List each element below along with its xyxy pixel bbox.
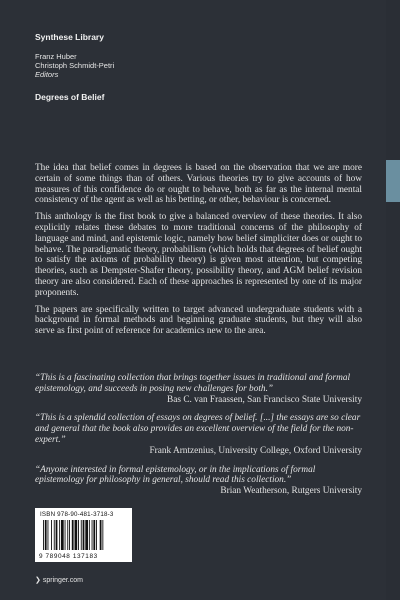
spine-strip (386, 0, 400, 600)
series-title: Synthese Library (35, 32, 104, 42)
editors-block (35, 52, 114, 79)
barcode-bar (54, 520, 55, 550)
barcode-bars (43, 520, 125, 550)
endorsement-text: “This is a fascinating collection that brings together issues in traditional and formal epistemology, and succeeds in posing new challenges for both.” (35, 373, 351, 394)
endorsement-text: “Anyone interested in formal epistemology, or in the implications of formal epistemology for philosophy in general, should read this collection.” (35, 464, 316, 486)
blurb-paragraph: The idea that belief comes in degrees is based on the observation that we are more certain of some things than of others. Various theories try to give accounts of how measures of this confidence do or ought to behave, both as far as the internal mental consistency of the agent as well as his betting, or other, behaviour is concerned. (35, 163, 362, 206)
endorsement (35, 465, 362, 497)
publisher-url: springer.com (42, 577, 83, 584)
editor-name: Franz Huber (35, 52, 77, 61)
barcode-bar (92, 520, 93, 550)
barcode-bar (100, 520, 102, 550)
barcode-bar (83, 520, 85, 550)
barcode-bar (67, 520, 68, 550)
editors-role: Editors (35, 70, 59, 79)
barcode-bar (69, 520, 70, 550)
publisher-link[interactable] (35, 576, 83, 584)
barcode-bar (48, 520, 49, 550)
barcode-bar (45, 520, 47, 550)
blurb (35, 163, 362, 343)
editor-name: Christoph Schmidt-Petri (35, 61, 115, 70)
barcode-bar (65, 520, 66, 550)
barcode-bar (72, 520, 74, 550)
endorsement (35, 373, 362, 405)
barcode-bar (78, 520, 79, 550)
barcode-bar (61, 520, 64, 550)
barcode-number: 9 789048 137183 (39, 553, 98, 560)
barcode-bar (81, 520, 82, 550)
barcode-bar (93, 520, 95, 550)
blurb-paragraph: The papers are specifically written to target advanced undergraduate students with a background in formal methods and beginning graduate students, but they will also serve as first point of reference for academics new to the area. (35, 304, 362, 337)
book-title: Degrees of Belief (35, 92, 105, 102)
barcode-bar (56, 520, 58, 550)
chevron-right-icon: ❯ (35, 577, 41, 584)
blurb-paragraph: This anthology is the first book to give a balanced overview of these theories. It also explicitly relates these debates to more traditional concerns of the philosophy of language and mind, and epistemic logic, namely how belief simpliciter does or ought to behave. The paradigmatic theory, probabilism (which holds that degrees of belief ought to satisfy the axioms of probability theory) is given most attention, but competing theories, such as Dempster-Shafer theory, possibility theory, and AGM belief revision theory are also considered. Each of these approaches is represented by one of its major proponents. (35, 212, 362, 298)
isbn-label: ISBN 978-90-481-3718-3 (40, 511, 114, 518)
endorsement-attribution: Brian Weatherson, Rutgers University (220, 486, 362, 497)
endorsement-attribution: Frank Arntzenius, University College, Oxford University (149, 445, 362, 456)
barcode-bar (75, 520, 78, 550)
endorsement-text: “This is a splendid collection of essays on degrees of belief. [...] the essays are so clear and general that the book also provides an excellent overview of the field for the non-expert.” (35, 413, 361, 445)
endorsements (35, 373, 362, 505)
endorsement (35, 413, 362, 456)
endorsement-attribution: Bas C. van Fraassen, San Francisco State University (167, 394, 362, 405)
barcode-bar (96, 520, 97, 550)
barcode (35, 508, 132, 562)
barcode-bar (51, 520, 52, 550)
barcode-bar (43, 520, 44, 550)
accent-bar (386, 160, 400, 202)
barcode-bar (59, 520, 60, 550)
barcode-bar (89, 520, 90, 550)
barcode-bar (102, 520, 103, 550)
barcode-bar (85, 520, 88, 550)
